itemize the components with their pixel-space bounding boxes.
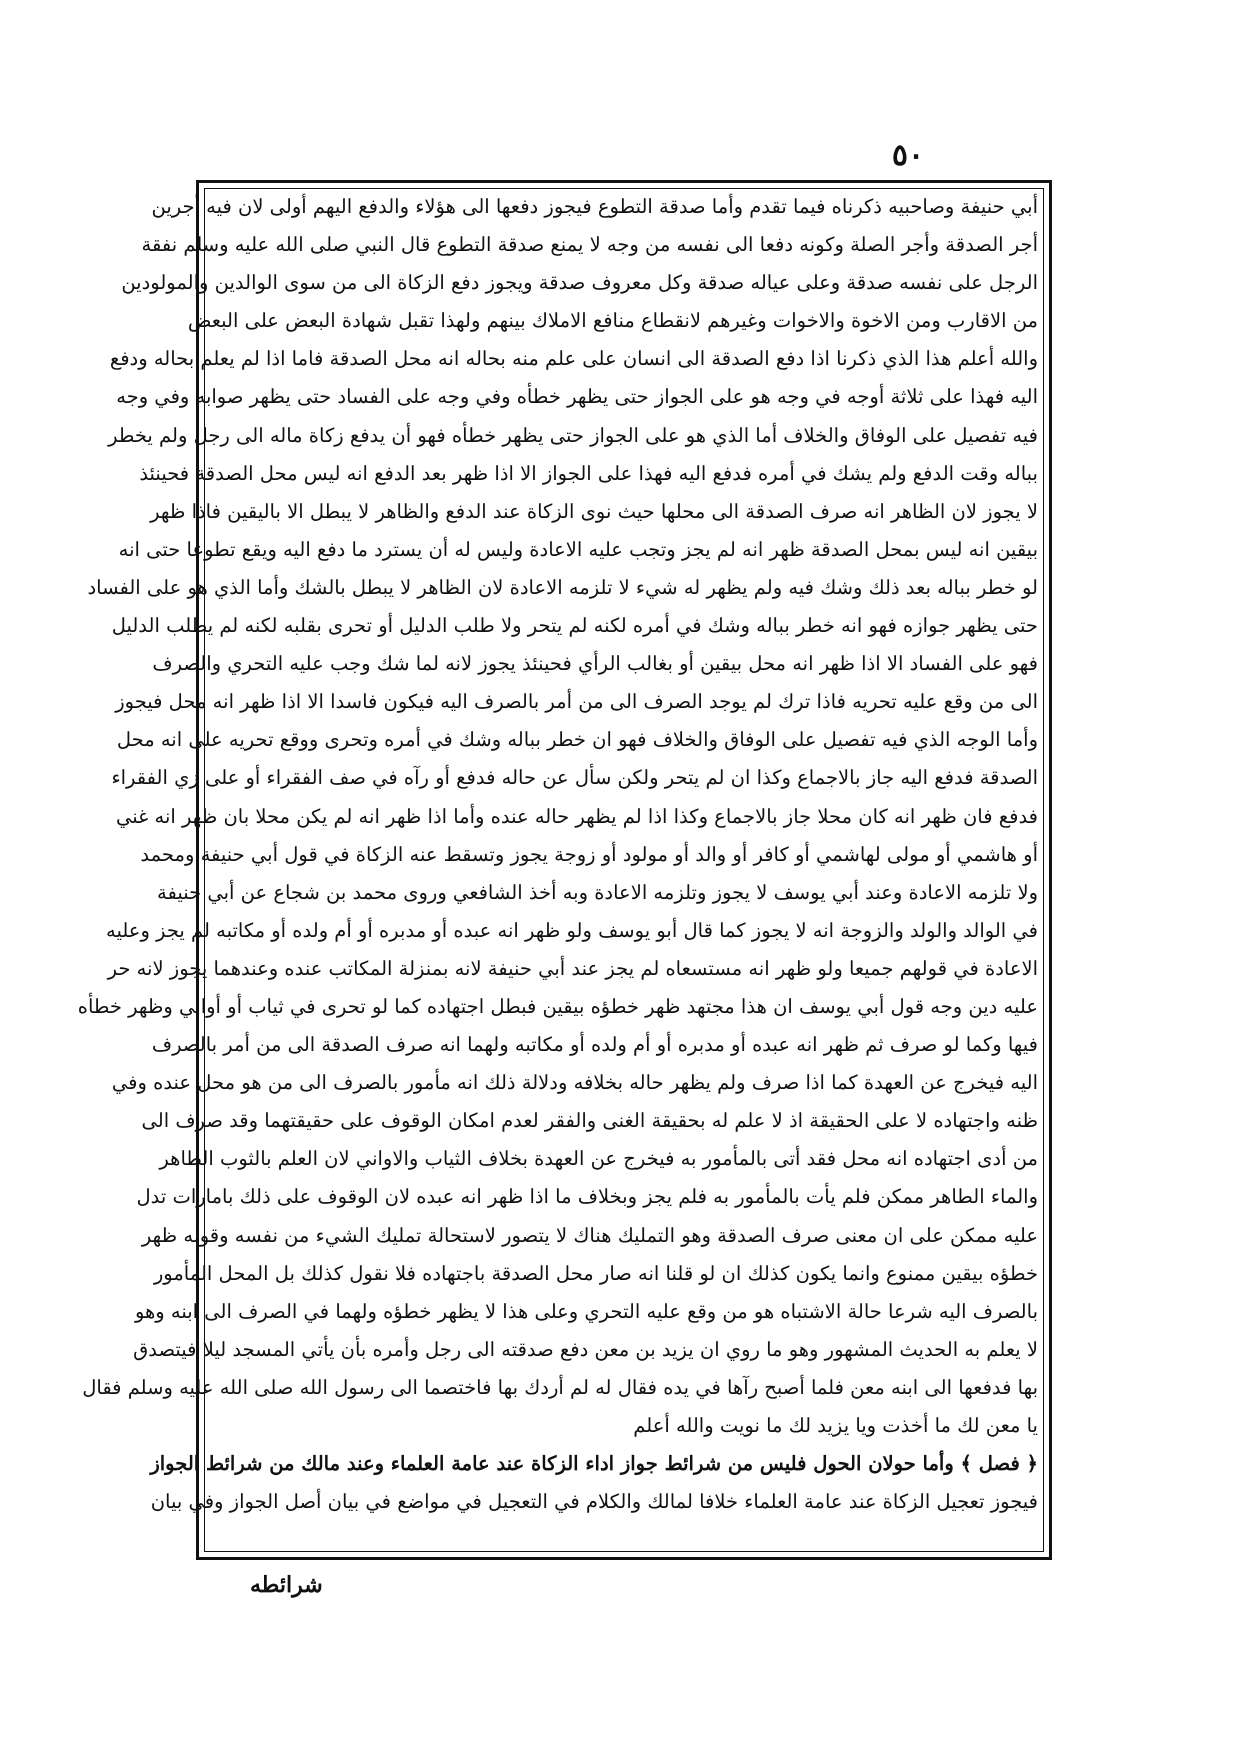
text-line: ولا تلزمه الاعادة وعند أبي يوسف لا يجوز وتلزمه الاعادة وبه أخذ الشافعي وروى محمد بن شجاع عن أبي حنيفة: [157, 880, 1038, 904]
text-line: بها فدفعها الى ابنه معن فلما أصبح رآها في يده فقال له لم أردك بها فاختصما الى رسول الله صلى الله عليه وسلم فقال: [82, 1375, 1038, 1399]
text-line-paragraph-end: يا معن لك ما أخذت ويا يزيد لك ما نويت والله أعلم: [633, 1414, 1038, 1437]
text-line: والماء الطاهر ممكن فلم يأت بالمأمور به فلم يجز وبخلاف ما اذا ظهر انه عبده لان الوقوف على ذلك بامارات تدل: [136, 1185, 1038, 1209]
text-line: فيه تفصيل على الوفاق والخلاف أما الذي هو على الجواز حتى يظهر خطأه فهو أن يدفع زكاة ماله الى رجل ولم يخطر: [108, 423, 1038, 447]
text-line: ظنه واجتهاده لا على الحقيقة اذ لا علم له بحقيقة الغنى والفقر لعدم امكان الوقوف على حقيقتهما وقد صرف الى: [141, 1109, 1038, 1133]
text-line: والله أعلم هذا الذي ذكرنا اذا دفع الصدقة الى انسان على علم منه بحاله انه محل الصدقة فاما اذا لم يعلم بحاله ودفع: [109, 347, 1038, 371]
text-line: عليه دين وجه قول أبي يوسف ان هذا مجتهد ظهر خطؤه بيقين فبطل اجتهاده كما لو تحرى في ثياب أو أواني وظهر خطأه: [77, 994, 1038, 1018]
text-line: بالصرف اليه شرعا حالة الاشتباه هو من وقع عليه التحري وعلى هذا لا يظهر خطؤه ولهما في الصرف الى ابنه وهو: [134, 1299, 1038, 1323]
text-line: لا يجوز لان الظاهر انه صرف الصدقة الى محلها حيث نوى الزكاة عند الدفع والظاهر لا يبطل الا باليقين فاذا ظهر: [150, 499, 1038, 523]
text-line: الرجل على نفسه صدقة وعلى عياله صدقة وكل معروف صدقة ويجوز دفع الزكاة الى من سوى الوالدين والمولودين: [121, 271, 1038, 295]
text-line: حتى يظهر جوازه فهو انه خطر بباله وشك في أمره لكنه لم يتحر ولا طلب الدليل أو تحرى بقلبه لكنه لم يطلب الدليل: [111, 614, 1038, 638]
text-line: فيجوز تعجيل الزكاة عند عامة العلماء خلافا لمالك والكلام في التعجيل في مواضع في بيان أصل الجواز وفي بيان: [150, 1490, 1038, 1514]
text-line: بيقين انه ليس بمحل الصدقة ظهر انه لم يجز وتجب عليه الاعادة وليس له أن يسترد ما دفع اليه ويقع تطوعا حتى انه: [118, 537, 1038, 561]
text-line: الى من وقع عليه تحريه فاذا ترك لم يوجد الصرف الى من أمر بالصرف اليه فيكون فاسدا الا اذا ظهر انه محل فيجوز: [115, 690, 1038, 714]
text-line: اليه فيخرج عن العهدة كما اذا صرف ولم يظهر حاله بخلافه ودلالة ذلك انه مأمور بالصرف الى من هو محل عنده وفي: [111, 1071, 1038, 1095]
text-line: في الوالد والولد والزوجة انه لا يجوز كما قال أبو يوسف ولو ظهر انه عبده أو مدبره أو أم ولده أو مكاتبه لم يجز وعليه: [106, 918, 1038, 942]
text-line: فيها وكما لو صرف ثم ظهر انه عبده أو مدبره أو أم ولده أو مكاتبه ولهما انه صرف الصدقة الى من أمر بالصرف: [151, 1033, 1038, 1057]
catchword: شرائطه: [250, 1572, 323, 1598]
text-line: من أدى اجتهاده انه محل فقد أتى بالمأمور به فيخرج عن العهدة بخلاف الثياب والاواني لان العلم بالثوب الطاهر: [159, 1147, 1038, 1171]
text-line: الصدقة فدفع اليه جاز بالاجماع وكذا ان لم يتحر ولكن سأل عن حاله فدفع أو رآه في صف الفقراء أو على زي الفقراء: [111, 766, 1038, 790]
text-line: من الاقارب ومن الاخوة والاخوات وغيرهم لانقطاع منافع الاملاك بينهم ولهذا تقبل شهادة البعض على البعض: [187, 309, 1038, 333]
text-line: أو هاشمي أو مولى لهاشمي أو كافر أو والد أو مولود أو زوجة يجوز وتسقط عنه الزكاة في قول أبي حنيفة ومحمد: [140, 842, 1038, 866]
text-line: الاعادة في قولهم جميعا ولو ظهر انه مستسعاه لم يجز عند أبي حنيفة لانه بمنزلة المكاتب عنده وعندهما يجوز لانه حر: [107, 956, 1038, 980]
text-line: خطؤه بيقين ممنوع وانما يكون كذلك ان لو قلنا انه صار محل الصدقة باجتهاده فلا نقول كذلك بل المحل المأمور: [153, 1261, 1038, 1285]
text-line: أبي حنيفة وصاحبيه ذكرناه فيما تقدم وأما صدقة التطوع فيجوز دفعها الى هؤلاء والدفع اليهم أولى لان فيه أجرين: [151, 195, 1038, 218]
text-line: فدفع فان ظهر انه كان محلا جاز بالاجماع وكذا اذا لم يظهر حاله عنده وأما اذا ظهر انه لم يكن محلا بان ظهر انه غني: [115, 804, 1038, 828]
text-line: عليه ممكن على ان معنى صرف الصدقة وهو التمليك هناك لا يتصور لاستحالة تمليك الشيء من نفسه وقوله ظهر: [141, 1223, 1038, 1247]
text-line: وأما الوجه الذي فيه تفصيل على الوفاق والخلاف فهو ان خطر بباله وشك في أمره وتحرى ووقع تحريه على انه محل: [116, 728, 1038, 752]
section-heading-line: ﴿ فصل ﴾ وأما حولان الحول فليس من شرائط جواز اداء الزكاة عند عامة العلماء وعند مالك من شرائط الجواز: [150, 1452, 1038, 1476]
text-line: لو خطر بباله بعد ذلك وشك فيه ولم يظهر له شيء لا تلزمه الاعادة لان الظاهر لا يبطل بالشك وأما الذي هو على الفساد: [87, 575, 1038, 599]
text-line: لا يعلم به الحديث المشهور وهو ما روي ان يزيد بن معن دفع صدقته الى رجل وأمره بأن يأتي المسجد ليلا فيتصدق: [133, 1337, 1038, 1361]
text-line: اليه فهذا على ثلاثة أوجه في وجه هو على الجواز حتى يظهر خطأه وفي وجه على الفساد حتى يظهر صوابه وفي وجه: [116, 385, 1038, 409]
page-number: ٥٠: [891, 138, 925, 173]
text-line: بباله وقت الدفع ولم يشك في أمره فدفع اليه فهذا على الجواز الا اذا ظهر بعد الدفع انه ليس محل الصدقة فحينئذ: [139, 461, 1038, 485]
text-line: أجر الصدقة وأجر الصلة وكونه دفعا الى نفسه من وجه لا يمنع صدقة التطوع قال النبي صلى الله عليه وسلم نفقة: [141, 233, 1038, 257]
text-line: فهو على الفساد الا اذا ظهر انه محل بيقين أو بغالب الرأي فحينئذ يجوز لانه لما شك وجب عليه التحري والصرف: [152, 652, 1038, 676]
text-block: [77, 188, 1038, 1550]
